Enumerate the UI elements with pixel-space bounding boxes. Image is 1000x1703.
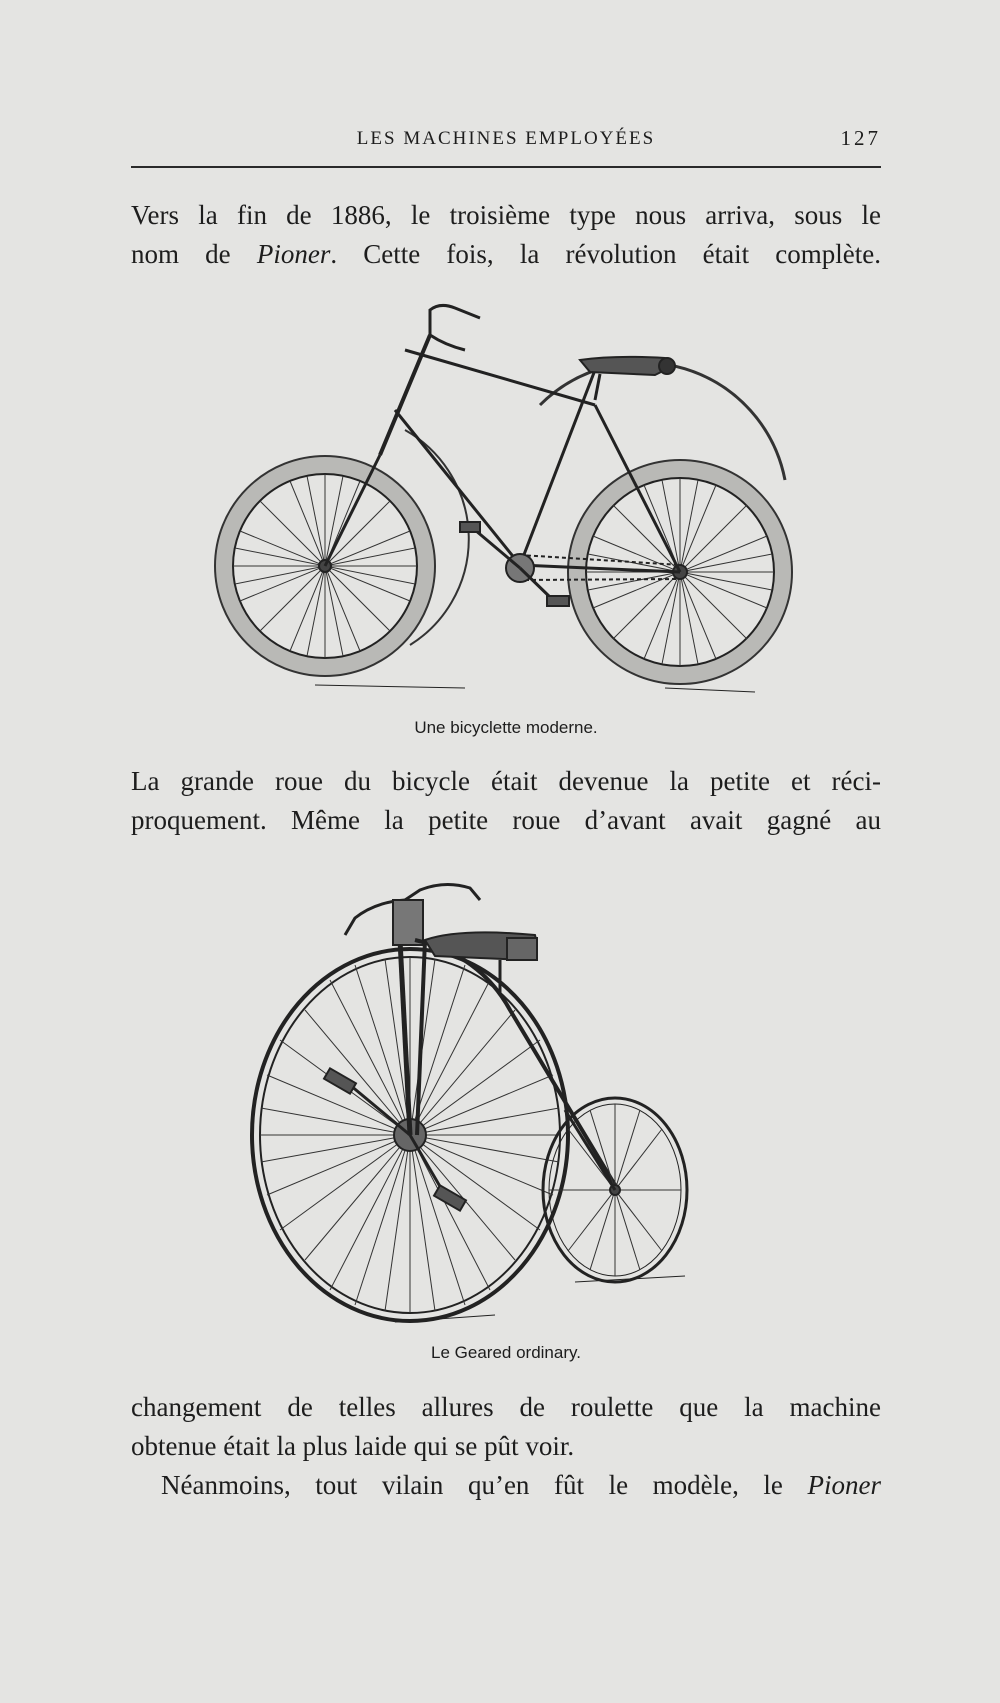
paragraph-2-line-2: proquement. Même la petite roue d’avant avait gagné au <box>131 805 881 835</box>
figure-2-caption: Le Geared ordinary. <box>431 1343 581 1362</box>
paragraph-1-line-2 <box>131 235 881 274</box>
text-span: nom de <box>131 239 257 269</box>
running-title: LES MACHINES EMPLOYÉES <box>356 128 656 149</box>
text-span: Néanmoins, tout vilain qu’en fût le modèle, le <box>161 1470 808 1500</box>
paragraph-2-line-1: La grande roue du bicycle était devenue la petite et réci- <box>131 766 881 796</box>
figure-1-caption: Une bicyclette moderne. <box>414 718 598 737</box>
paragraph-3-line-2: obtenue était la plus laide qui se pût voir. <box>131 1431 575 1461</box>
text-span: . Cette fois, la révolution était complète. <box>330 239 881 269</box>
geared-ordinary-illustration <box>245 860 755 1330</box>
paragraph-3-line-3 <box>131 1466 881 1505</box>
paragraph-3-line-1: changement de telles allures de roulette que la machine <box>131 1392 881 1422</box>
italic-title: Pioner <box>256 239 331 269</box>
header-rule <box>131 166 881 168</box>
paragraph-1-line-1: Vers la fin de 1886, le troisième type nous arriva, sous le <box>131 200 881 230</box>
bicycle-illustration <box>195 300 815 700</box>
running-head <box>131 126 881 156</box>
italic-title: Pioner <box>807 1470 881 1500</box>
page-number: 127 <box>840 126 881 150</box>
